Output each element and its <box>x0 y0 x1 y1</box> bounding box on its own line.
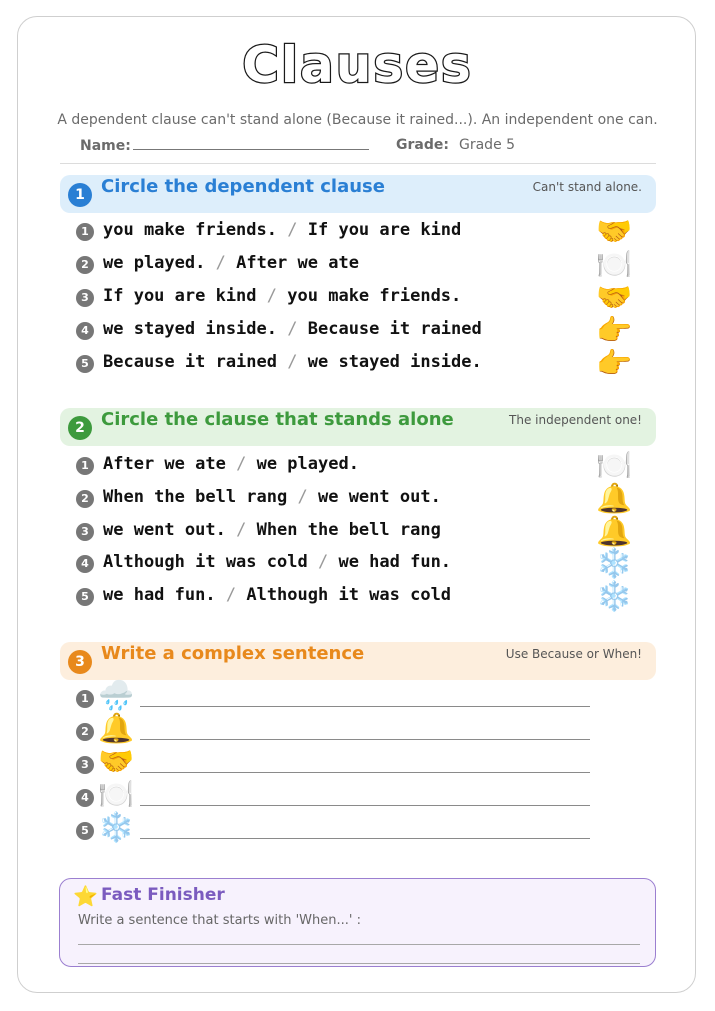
question-row <box>76 481 636 515</box>
question-row <box>76 247 636 281</box>
clause-separator: / <box>266 286 278 306</box>
section-title: Circle the dependent clause <box>101 176 385 197</box>
clause-a[interactable]: When the bell rang <box>103 487 288 507</box>
clause-a[interactable]: If you are kind <box>103 286 257 306</box>
snowflake-icon: ❄️ <box>596 546 633 580</box>
clause-b[interactable]: When the bell rang <box>256 520 441 540</box>
clause-b[interactable]: If you are kind <box>307 220 462 240</box>
grade-value: Grade 5 <box>459 137 516 153</box>
question-row <box>76 514 636 548</box>
section-hint: Use Because or When! <box>505 647 642 661</box>
clause-separator: / <box>215 253 226 273</box>
clause-b[interactable]: After we ate <box>236 253 359 273</box>
answer-line[interactable] <box>140 838 590 839</box>
question-text <box>103 487 441 507</box>
question-row <box>76 313 636 347</box>
clause-a[interactable]: we went out. <box>103 520 226 540</box>
writing-row <box>76 777 596 813</box>
clause-b[interactable]: we had fun. <box>338 552 452 572</box>
question-number: 4 <box>76 322 94 340</box>
star-icon: ⭐ <box>73 884 98 908</box>
section-title: Circle the clause that stands alone <box>101 409 454 430</box>
section-title: Write a complex sentence <box>101 643 365 664</box>
plate-icon: 🍽️ <box>596 247 633 281</box>
question-number: 2 <box>76 490 94 508</box>
header-divider <box>60 163 656 164</box>
handshake-icon: 🤝 <box>98 744 135 778</box>
section-number-badge: 3 <box>68 650 92 674</box>
question-number: 3 <box>76 523 94 541</box>
clause-separator: / <box>317 552 329 572</box>
handshake-icon: 🤝 <box>596 280 633 314</box>
section-3-header <box>60 642 656 680</box>
writing-number: 4 <box>76 789 94 807</box>
question-text <box>103 220 461 240</box>
clause-b[interactable]: you make friends. <box>287 286 462 306</box>
answer-line[interactable] <box>140 739 590 740</box>
answer-line[interactable] <box>140 706 590 707</box>
answer-line[interactable] <box>140 772 590 773</box>
clause-a[interactable]: we had fun. <box>103 585 216 605</box>
clause-a[interactable]: we played. <box>103 253 206 273</box>
writing-number: 1 <box>76 690 94 708</box>
question-row <box>76 346 636 380</box>
clause-b[interactable]: we stayed inside. <box>307 352 482 372</box>
writing-row <box>76 678 596 714</box>
writing-number: 2 <box>76 723 94 741</box>
bell-icon: 🔔 <box>596 514 633 548</box>
question-text <box>103 286 461 306</box>
section-number-badge: 2 <box>68 416 92 440</box>
clause-b[interactable]: Because it rained <box>307 319 482 339</box>
clause-b[interactable]: we went out. <box>317 487 441 507</box>
question-number: 5 <box>76 355 94 373</box>
section-hint: Can't stand alone. <box>532 180 642 194</box>
name-field[interactable] <box>133 137 369 150</box>
snowflake-icon: ❄️ <box>98 810 135 844</box>
question-row <box>76 546 636 580</box>
answer-line[interactable] <box>78 944 640 945</box>
section-2-header <box>60 408 656 446</box>
question-number: 3 <box>76 289 94 307</box>
question-number: 2 <box>76 256 94 274</box>
bell-icon: 🔔 <box>98 711 135 745</box>
clause-separator: / <box>225 585 237 605</box>
question-row <box>76 579 636 613</box>
clause-separator: / <box>297 487 308 507</box>
question-row <box>76 448 636 482</box>
writing-number: 5 <box>76 822 94 840</box>
question-number: 5 <box>76 588 94 606</box>
question-row <box>76 214 636 248</box>
question-text <box>103 585 451 605</box>
clause-separator: / <box>236 520 247 540</box>
clause-separator: / <box>287 319 298 339</box>
name-label: Name: <box>80 138 131 154</box>
plate-icon: 🍽️ <box>596 448 633 482</box>
question-text <box>103 253 359 273</box>
question-number: 1 <box>76 223 94 241</box>
question-text <box>103 352 482 372</box>
clause-a[interactable]: we stayed inside. <box>103 319 277 339</box>
question-text <box>103 552 451 572</box>
answer-line[interactable] <box>78 963 640 964</box>
section-hint: The independent one! <box>509 413 642 427</box>
handshake-icon: 🤝 <box>596 214 633 248</box>
question-number: 1 <box>76 457 94 475</box>
writing-row <box>76 711 596 747</box>
clause-a[interactable]: After we ate <box>103 454 226 474</box>
question-text <box>103 319 482 339</box>
question-text <box>103 454 359 474</box>
clause-b[interactable]: Although it was cold <box>246 585 452 605</box>
plate-icon: 🍽️ <box>98 777 135 811</box>
section-number-badge: 1 <box>68 183 92 207</box>
clause-separator: / <box>287 352 298 372</box>
writing-number: 3 <box>76 756 94 774</box>
clause-separator: / <box>287 220 298 240</box>
section-1-header <box>60 175 656 213</box>
rain-cloud-icon: 🌧️ <box>98 678 135 712</box>
bell-icon: 🔔 <box>596 481 633 515</box>
clause-a[interactable]: Although it was cold <box>103 552 308 572</box>
question-row <box>76 280 636 314</box>
snowflake-icon: ❄️ <box>596 579 633 613</box>
writing-row <box>76 810 596 846</box>
question-text <box>103 520 441 540</box>
grade-label: Grade: <box>396 137 449 153</box>
fast-finisher-box <box>59 878 656 967</box>
worksheet-title: Clauses <box>242 36 473 94</box>
question-number: 4 <box>76 555 94 573</box>
writing-row <box>76 744 596 780</box>
clause-separator: / <box>236 454 247 474</box>
answer-line[interactable] <box>140 805 590 806</box>
pointing-hand-icon: 👉 <box>596 313 633 347</box>
clause-a[interactable]: Because it rained <box>103 352 277 372</box>
intro-text: A dependent clause can't stand alone (Because it rained...). An independent one can. <box>57 112 658 128</box>
pointing-hand-icon: 👉 <box>596 346 633 380</box>
clause-b[interactable]: we played. <box>256 454 359 474</box>
clause-a[interactable]: you make friends. <box>103 220 277 240</box>
fast-finisher-title: Fast Finisher <box>101 885 225 905</box>
fast-finisher-prompt: Write a sentence that starts with 'When...' : <box>78 913 361 928</box>
name-row <box>80 137 369 154</box>
